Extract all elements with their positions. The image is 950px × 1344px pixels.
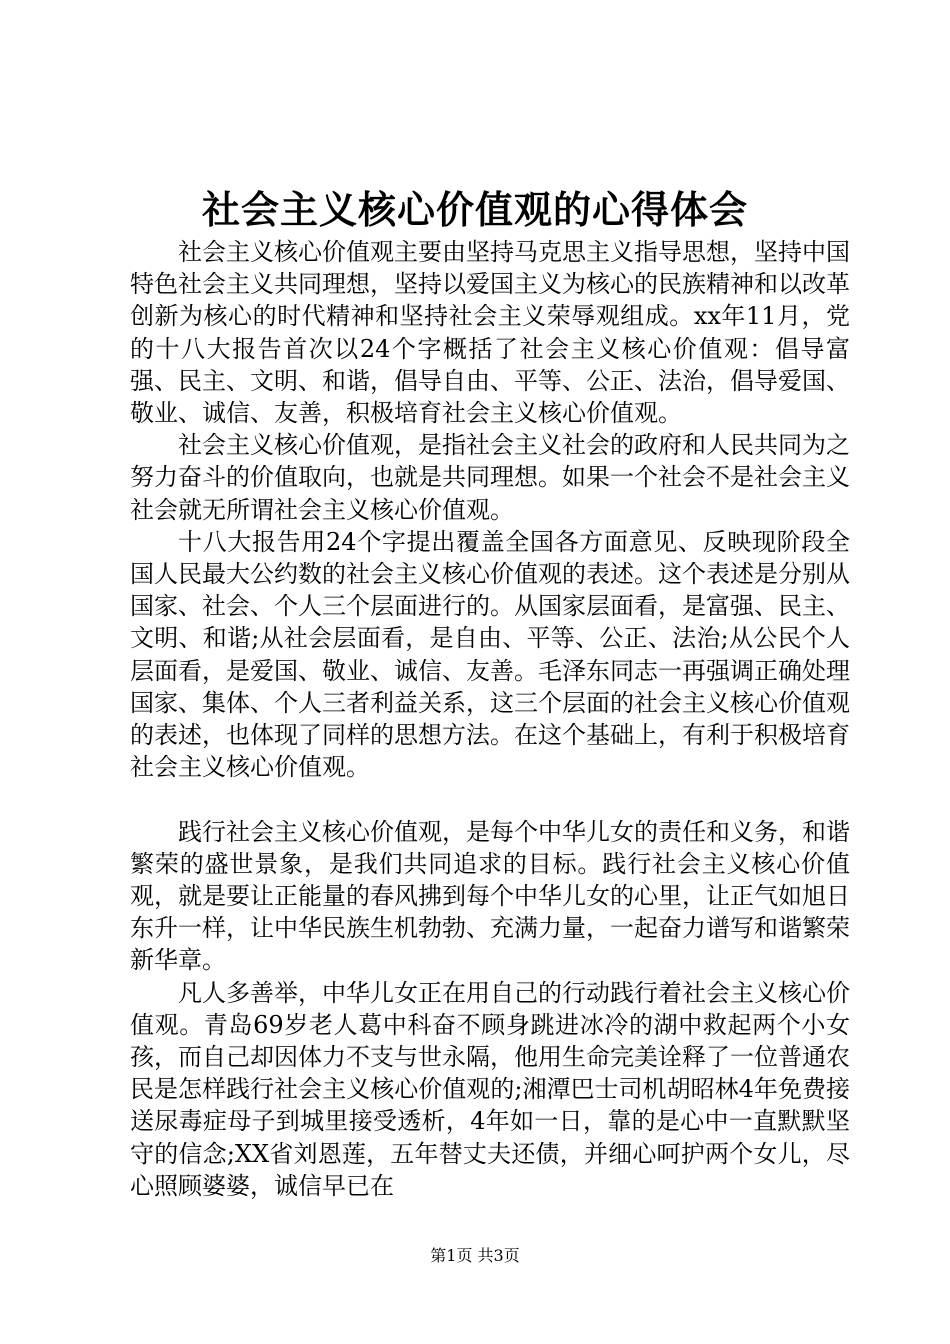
paragraph-spacer (130, 783, 850, 815)
document-body (130, 236, 850, 1202)
document-title: 社会主义核心价值观的心得体会 (201, 187, 748, 232)
page-indicator: 第1页 共3页 (430, 1246, 520, 1265)
paragraph-4: 践行社会主义核心价值观，是每个中华儿女的责任和义务，和谐繁荣的盛世景象，是我们共同追求的目标。践行社会主义核心价值观，就是要让正能量的春风拂到每个中华儿女的心里，让正气如旭日东升一样，让中华民族生机勃勃、充满力量，一起奋力谱写和谐繁荣新华章。 (130, 817, 850, 975)
paragraph-3: 十八大报告用24个字提出覆盖全国各方面意见、反映现阶段全国人民最大公约数的社会主义核心价值观的表述。这个表述是分别从国家、社会、个人三个层面进行的。从国家层面看，是富强、民主、文明、和谐;从社会层面看，是自由、平等、公正、法治;从公民个人层面看，是爱国、敬业、诚信、友善。毛泽东同志一再强调正确处理国家、集体、个人三者利益关系，这三个层面的社会主义核心价值观的表述，也体现了同样的思想方法。在这个基础上，有利于积极培育社会主义核心价值观。 (130, 527, 850, 782)
paragraph-1: 社会主义核心价值观主要由坚持马克思主义指导思想，坚持中国特色社会主义共同理想，坚持以爱国主义为核心的民族精神和以改革创新为核心的时代精神和坚持社会主义荣辱观组成。xx年11月，党的十八大报告首次以24个字概括了社会主义核心价值观：倡导富强、民主、文明、和谐，倡导自由、平等、公正、法治，倡导爱国、敬业、诚信、友善，积极培育社会主义核心价值观。 (130, 238, 850, 428)
paragraph-5: 凡人多善举，中华儿女正在用自己的行动践行着社会主义核心价值观。青岛69岁老人葛中科奋不顾身跳进冰冷的湖中救起两个小女孩，而自己却因体力不支与世永隔，他用生命完美诠释了一位普通农民是怎样践行社会主义核心价值观的;湘潭巴士司机胡昭林4年免费接送尿毒症母子到城里接受透析，4年如一日，靠的是心中一直默默坚守的信念;XX省刘恩莲，五年替丈夫还债，并细心呵护两个女儿，尽心照顾婆婆，诚信早已在 (130, 978, 850, 1200)
paragraph-2: 社会主义核心价值观，是指社会主义社会的政府和人民共同为之努力奋斗的价值取向，也就是共同理想。如果一个社会不是社会主义社会就无所谓社会主义核心价值观。 (130, 431, 850, 524)
